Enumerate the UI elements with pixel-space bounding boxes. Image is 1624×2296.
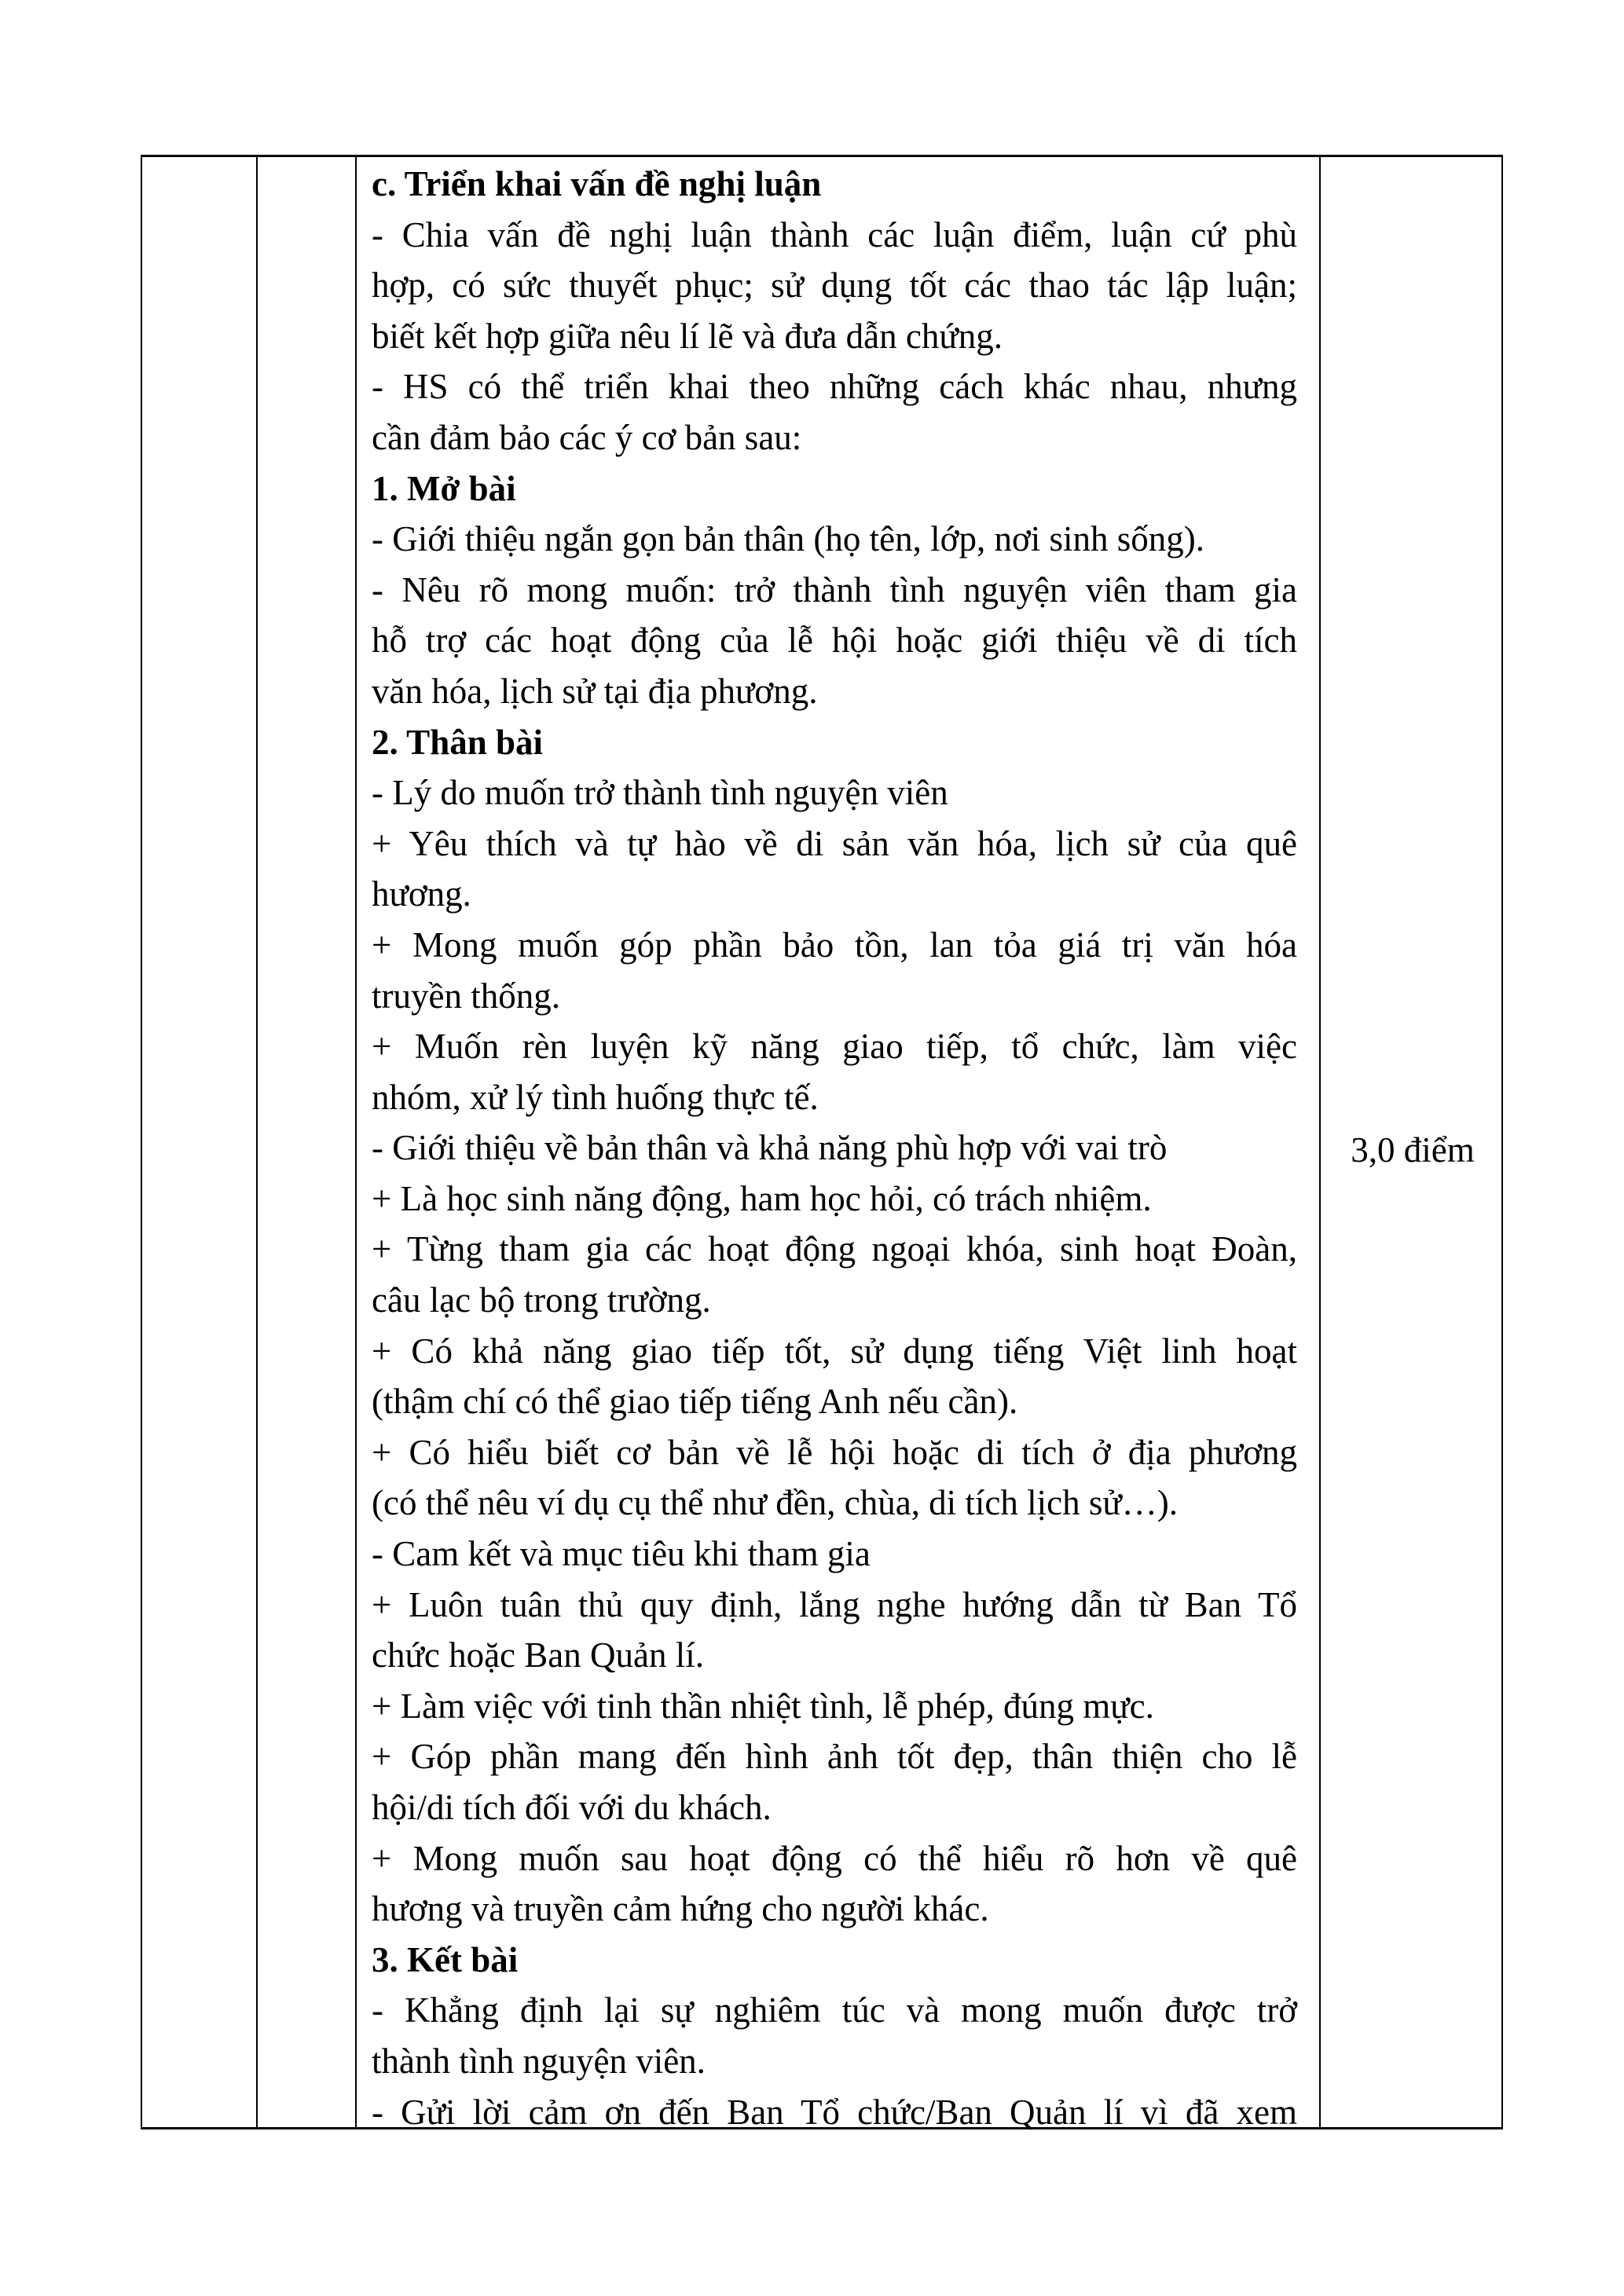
text-line: + Mong muốn góp phần bảo tồn, lan tỏa giá trị văn hóa xyxy=(372,925,1297,965)
text-line: - Giới thiệu về bản thân và khả năng phù hợp với vai trò xyxy=(372,1128,1168,1168)
answer-guide-cell xyxy=(372,159,1297,2137)
text-line: cần đảm bảo các ý cơ bản sau: xyxy=(372,417,802,457)
text-line: - Cam kết và mục tiêu khi tham gia xyxy=(372,1534,871,1574)
text-line: hương và truyền cảm hứng cho người khác. xyxy=(372,1889,989,1929)
text-line: hội/di tích đối với du khách. xyxy=(372,1788,772,1827)
text-line: - Giới thiệu ngắn gọn bản thân (họ tên, lớp, nơi sinh sống). xyxy=(372,519,1205,559)
text-line: hương. xyxy=(372,874,471,914)
text-line: + Góp phần mang đến hình ảnh tốt đẹp, thân thiện cho lễ xyxy=(372,1737,1297,1777)
text-line: nhóm, xử lý tình huống thực tế. xyxy=(372,1077,819,1117)
text-line: + Luôn tuân thủ quy định, lắng nghe hướng dẫn từ Ban Tổ xyxy=(372,1584,1297,1624)
text-line: biết kết hợp giữa nêu lí lẽ và đưa dẫn chứng. xyxy=(372,316,1003,356)
text-line: câu lạc bộ trong trường. xyxy=(372,1280,711,1320)
text-line: + Có khả năng giao tiếp tốt, sử dụng tiếng Việt linh hoạt xyxy=(372,1331,1297,1371)
text-line: hỗ trợ các hoạt động của lễ hội hoặc giới thiệu về di tích xyxy=(372,621,1297,661)
text-line: (có thể nêu ví dụ cụ thể như đền, chùa, di tích lịch sử…). xyxy=(372,1483,1179,1523)
text-line: + Từng tham gia các hoạt động ngoại khóa, sinh hoạt Đoàn, xyxy=(372,1229,1297,1269)
text-line: - HS có thể triển khai theo những cách khác nhau, nhưng xyxy=(372,367,1297,407)
text-line: hợp, có sức thuyết phục; sử dụng tốt các thao tác lập luận; xyxy=(372,265,1297,306)
text-line: + Làm việc với tinh thần nhiệt tình, lễ phép, đúng mực. xyxy=(372,1686,1154,1726)
grading-table xyxy=(141,155,1503,2132)
text-line: truyền thống. xyxy=(372,976,560,1016)
score-cell: 3,0 điểm xyxy=(1351,1130,1475,1170)
text-line: - Nêu rõ mong muốn: trở thành tình nguyện viên tham gia xyxy=(372,569,1297,610)
text-line: thành tình nguyện viên. xyxy=(372,2041,706,2081)
section-heading: 1. Mở bài xyxy=(372,468,516,508)
text-line: - Lý do muốn trở thành tình nguyện viên xyxy=(372,773,948,813)
text-line: văn hóa, lịch sử tại địa phương. xyxy=(372,671,818,711)
text-line: - Chia vấn đề nghị luận thành các luận điểm, luận cứ phù xyxy=(372,214,1297,255)
section-heading: 3. Kết bài xyxy=(372,1939,519,1979)
text-line: + Mong muốn sau hoạt động có thể hiểu rõ hơn về quê xyxy=(372,1838,1297,1878)
text-line: - Khẳng định lại sự nghiêm túc và mong muốn được trở xyxy=(372,1990,1297,2031)
text-line: + Yêu thích và tự hào về di sản văn hóa, lịch sử của quê xyxy=(372,823,1297,863)
text-line: - Gửi lời cảm ơn đến Ban Tổ chức/Ban Quản lí vì đã xem xyxy=(372,2092,1297,2132)
section-heading: c. Triển khai vấn đề nghị luận xyxy=(372,164,822,203)
column-divider xyxy=(355,157,357,2127)
text-line: + Là học sinh năng động, ham học hỏi, có trách nhiệm. xyxy=(372,1178,1152,1218)
text-line: (thậm chí có thể giao tiếp tiếng Anh nếu cần). xyxy=(372,1382,1018,1422)
text-line: + Có hiểu biết cơ bản về lễ hội hoặc di tích ở địa phương xyxy=(372,1432,1297,1472)
section-heading: 2. Thân bài xyxy=(372,722,544,762)
text-line: chức hoặc Ban Quản lí. xyxy=(372,1635,704,1675)
text-line: + Muốn rèn luyện kỹ năng giao tiếp, tổ chức, làm việc xyxy=(372,1027,1297,1067)
column-divider xyxy=(256,157,258,2127)
